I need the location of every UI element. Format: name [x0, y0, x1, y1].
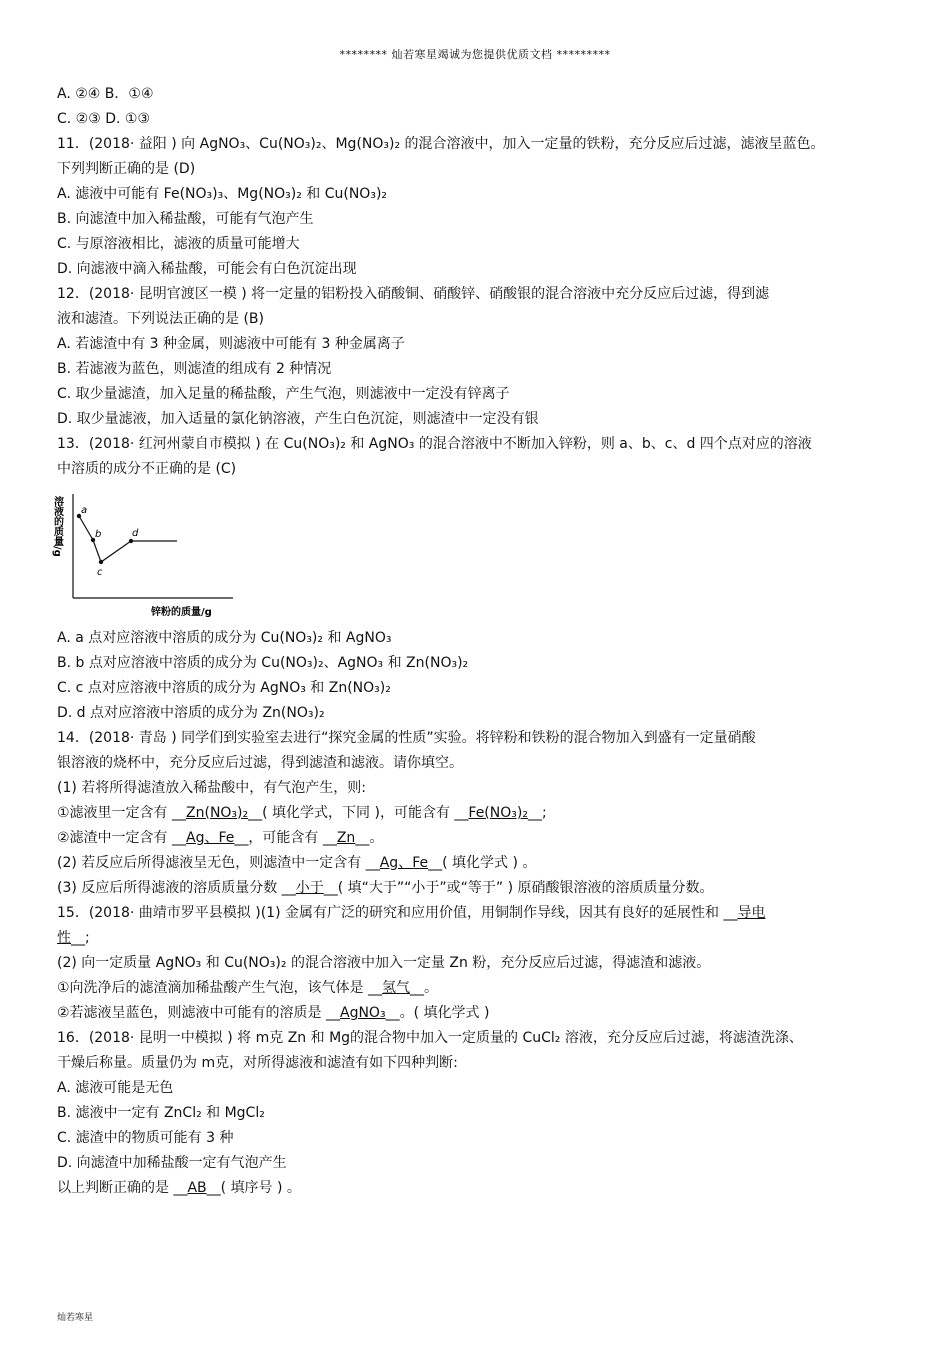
- q14-fill-1: [57, 801, 897, 826]
- q15-1b-post: __;: [71, 930, 90, 946]
- text-line: D. 向滤渣中加稀盐酸一定有气泡产生: [57, 1155, 287, 1171]
- q15-4-pre: ②若滤液呈蓝色，则滤液中可能有的溶质是 __: [57, 1005, 340, 1021]
- text-line: A. ②④ B．①④: [57, 86, 154, 102]
- text-line: 银溶液的烧杯中，充分反应后过滤，得到滤渣和滤液。请你填空。: [57, 755, 463, 771]
- mass-graph-svg: [51, 484, 257, 624]
- q14-1-post: __;: [527, 805, 547, 821]
- text-line: 液和滤渣。下列说法正确的是 (B): [57, 311, 264, 327]
- q15-fill-1: [57, 901, 897, 926]
- q15-fill-4: [57, 1001, 897, 1026]
- q14-2-mid: __，可能含有 __: [234, 830, 337, 846]
- page-footer: 灿若寒星: [57, 1313, 94, 1323]
- q14-2-answer-a: Ag、Fe: [186, 830, 235, 846]
- q14-2-post: __。: [355, 830, 384, 846]
- text-line: (2) 向一定质量 AgNO₃ 和 Cu(NO₃)₂ 的混合溶液中加入一定量 Zn 粉，充分反应后过滤，得滤渣和滤液。: [57, 955, 711, 971]
- text-line: 中溶质的成分不正确的是 (C): [57, 461, 237, 477]
- q14-4-pre: (3) 反应后所得滤液的溶质质量分数 __: [57, 880, 296, 896]
- text-line: C. ②③ D. ①③: [57, 111, 151, 127]
- text-line: 干燥后称量。质量仍为 m克，对所得滤液和滤渣有如下四种判断:: [57, 1055, 458, 1071]
- text-line: B. b 点对应溶液中溶质的成分为 Cu(NO₃)₂、AgNO₃ 和 Zn(NO₃)₂: [57, 655, 469, 671]
- text-line: C. 滤渣中的物质可能有 3 种: [57, 1130, 234, 1146]
- text-line: 11．(2018· 益阳 ) 向 AgNO₃、Cu(NO₃)₂、Mg(NO₃)₂ 的混合溶液中，加入一定量的铁粉，充分反应后过滤，滤液呈蓝色。: [57, 136, 825, 152]
- text-line: A. 滤液中可能有 Fe(NO₃)₃、Mg(NO₃)₂ 和 Cu(NO₃)₂: [57, 186, 388, 202]
- x-axis-label: 锌粉的质量/g: [151, 607, 212, 618]
- q15-3-answer: 氢气: [382, 980, 410, 996]
- q15-3-post: __。: [410, 980, 438, 996]
- q15-1-answer: 导电: [737, 905, 766, 921]
- text-line: 下列判断正确的是 (D): [57, 161, 196, 177]
- label-d: d: [132, 528, 139, 539]
- label-a: a: [81, 505, 88, 516]
- q14-4-answer: 小于: [295, 880, 324, 896]
- text-line: C. c 点对应溶液中溶质的成分为 AgNO₃ 和 Zn(NO₃)₂: [57, 680, 391, 696]
- q14-1-answer-b: Fe(NO₃)₂: [468, 805, 528, 821]
- point-c: [99, 560, 103, 564]
- q14-3-post: __( 填化学式 ) 。: [428, 855, 537, 871]
- text-line: A. a 点对应溶液中溶质的成分为 Cu(NO₃)₂ 和 AgNO₃: [57, 630, 392, 646]
- q14-2-answer-b: Zn: [336, 830, 356, 846]
- q14-1-pre: ①滤液里一定含有 __: [57, 805, 187, 821]
- text-line: D. 向滤液中滴入稀盐酸，可能会有白色沉淀出现: [57, 261, 357, 277]
- text-line: B. 向滤渣中加入稀盐酸，可能有气泡产生: [57, 211, 314, 227]
- text-line: B. 滤液中一定有 ZnCl₂ 和 MgCl₂: [57, 1105, 265, 1121]
- q16-pre: 以上判断正确的是 __: [57, 1180, 188, 1196]
- q14-2-pre: ②滤渣中一定含有 __: [57, 830, 187, 846]
- y-axis-label: 溶液的质量/g: [51, 496, 63, 557]
- q15-3-pre: ①向洗净后的滤渣滴加稀盐酸产生气泡，该气体是 __: [57, 980, 382, 996]
- point-d: [129, 539, 133, 543]
- text-line: D. 取少量滤液，加入适量的氯化钠溶液，产生白色沉淀，则滤渣中一定没有银: [57, 411, 539, 427]
- q15-fill-3: [57, 976, 897, 1001]
- text-line: B. 若滤液为蓝色，则滤渣的组成有 2 种情况: [57, 361, 332, 377]
- text-line: 16．(2018· 昆明一中模拟 ) 将 m克 Zn 和 Mg的混合物中加入一定质量的 CuCl₂ 溶液，充分反应后过滤，将滤渣洗涤、: [57, 1030, 803, 1046]
- q14-fill-4: [57, 876, 897, 901]
- text-line: C. 与原溶液相比，滤液的质量可能增大: [57, 236, 300, 252]
- q14-fill-2: [57, 826, 897, 851]
- q16-post: __( 填序号 ) 。: [206, 1180, 301, 1196]
- text-line: (1) 若将所得滤渣放入稀盐酸中，有气泡产生，则:: [57, 780, 366, 796]
- document-body: [51, 82, 897, 1201]
- q15-fill-1b: [57, 926, 897, 951]
- mass-graph: [51, 484, 897, 624]
- text-line: A. 滤液可能是无色: [57, 1080, 174, 1096]
- text-line: 12．(2018· 昆明官渡区一模 ) 将一定量的铝粉投入硝酸铜、硝酸锌、硝酸银的混合溶液中充分反应后过滤，得到滤: [57, 286, 770, 302]
- q15-1b-answer: 性: [57, 930, 71, 946]
- q14-fill-3: [57, 851, 897, 876]
- page-header: ******** 灿若寒星竭诚为您提供优质文档 *********: [339, 48, 611, 61]
- q14-3-answer: Ag、Fe: [379, 855, 429, 871]
- q16-fill: [57, 1176, 897, 1201]
- text-line: D. d 点对应溶液中溶质的成分为 Zn(NO₃)₂: [57, 705, 325, 721]
- q14-1-answer-a: Zn(NO₃)₂: [186, 805, 249, 821]
- q15-4-post: __。( 填化学式 ): [385, 1005, 490, 1021]
- label-c: c: [97, 567, 103, 578]
- q15-1-pre: 15．(2018· 曲靖市罗平县模拟 )(1) 金属有广泛的研究和应用价值，用铜制作导线，因其有良好的延展性和 __: [57, 905, 738, 921]
- q15-4-answer: AgNO₃: [340, 1005, 386, 1021]
- text-line: 14．(2018· 青岛 ) 同学们到实验室去进行“探究金属的性质”实验。将锌粉和铁粉的混合物加入到盛有一定量硝酸: [57, 730, 756, 746]
- text-line: 13．(2018· 红河州蒙自市模拟 ) 在 Cu(NO₃)₂ 和 AgNO₃ 的混合溶液中不断加入锌粉，则 a、b、c、d 四个点对应的溶液: [57, 436, 812, 452]
- q14-3-pre: (2) 若反应后所得滤液呈无色，则滤渣中一定含有 __: [57, 855, 380, 871]
- label-b: b: [95, 529, 102, 540]
- text-line: C. 取少量滤渣，加入足量的稀盐酸，产生气泡，则滤液中一定没有锌离子: [57, 386, 510, 402]
- text-line: A. 若滤渣中有 3 种金属，则滤液中可能有 3 种金属离子: [57, 336, 405, 352]
- q16-answer: AB: [187, 1180, 207, 1196]
- q14-4-post: __( 填“大于”“小于”或“等于” ) 原硝酸银溶液的溶质质量分数。: [323, 880, 714, 896]
- q14-1-mid: __( 填化学式，下同 )，可能含有 __: [248, 805, 469, 821]
